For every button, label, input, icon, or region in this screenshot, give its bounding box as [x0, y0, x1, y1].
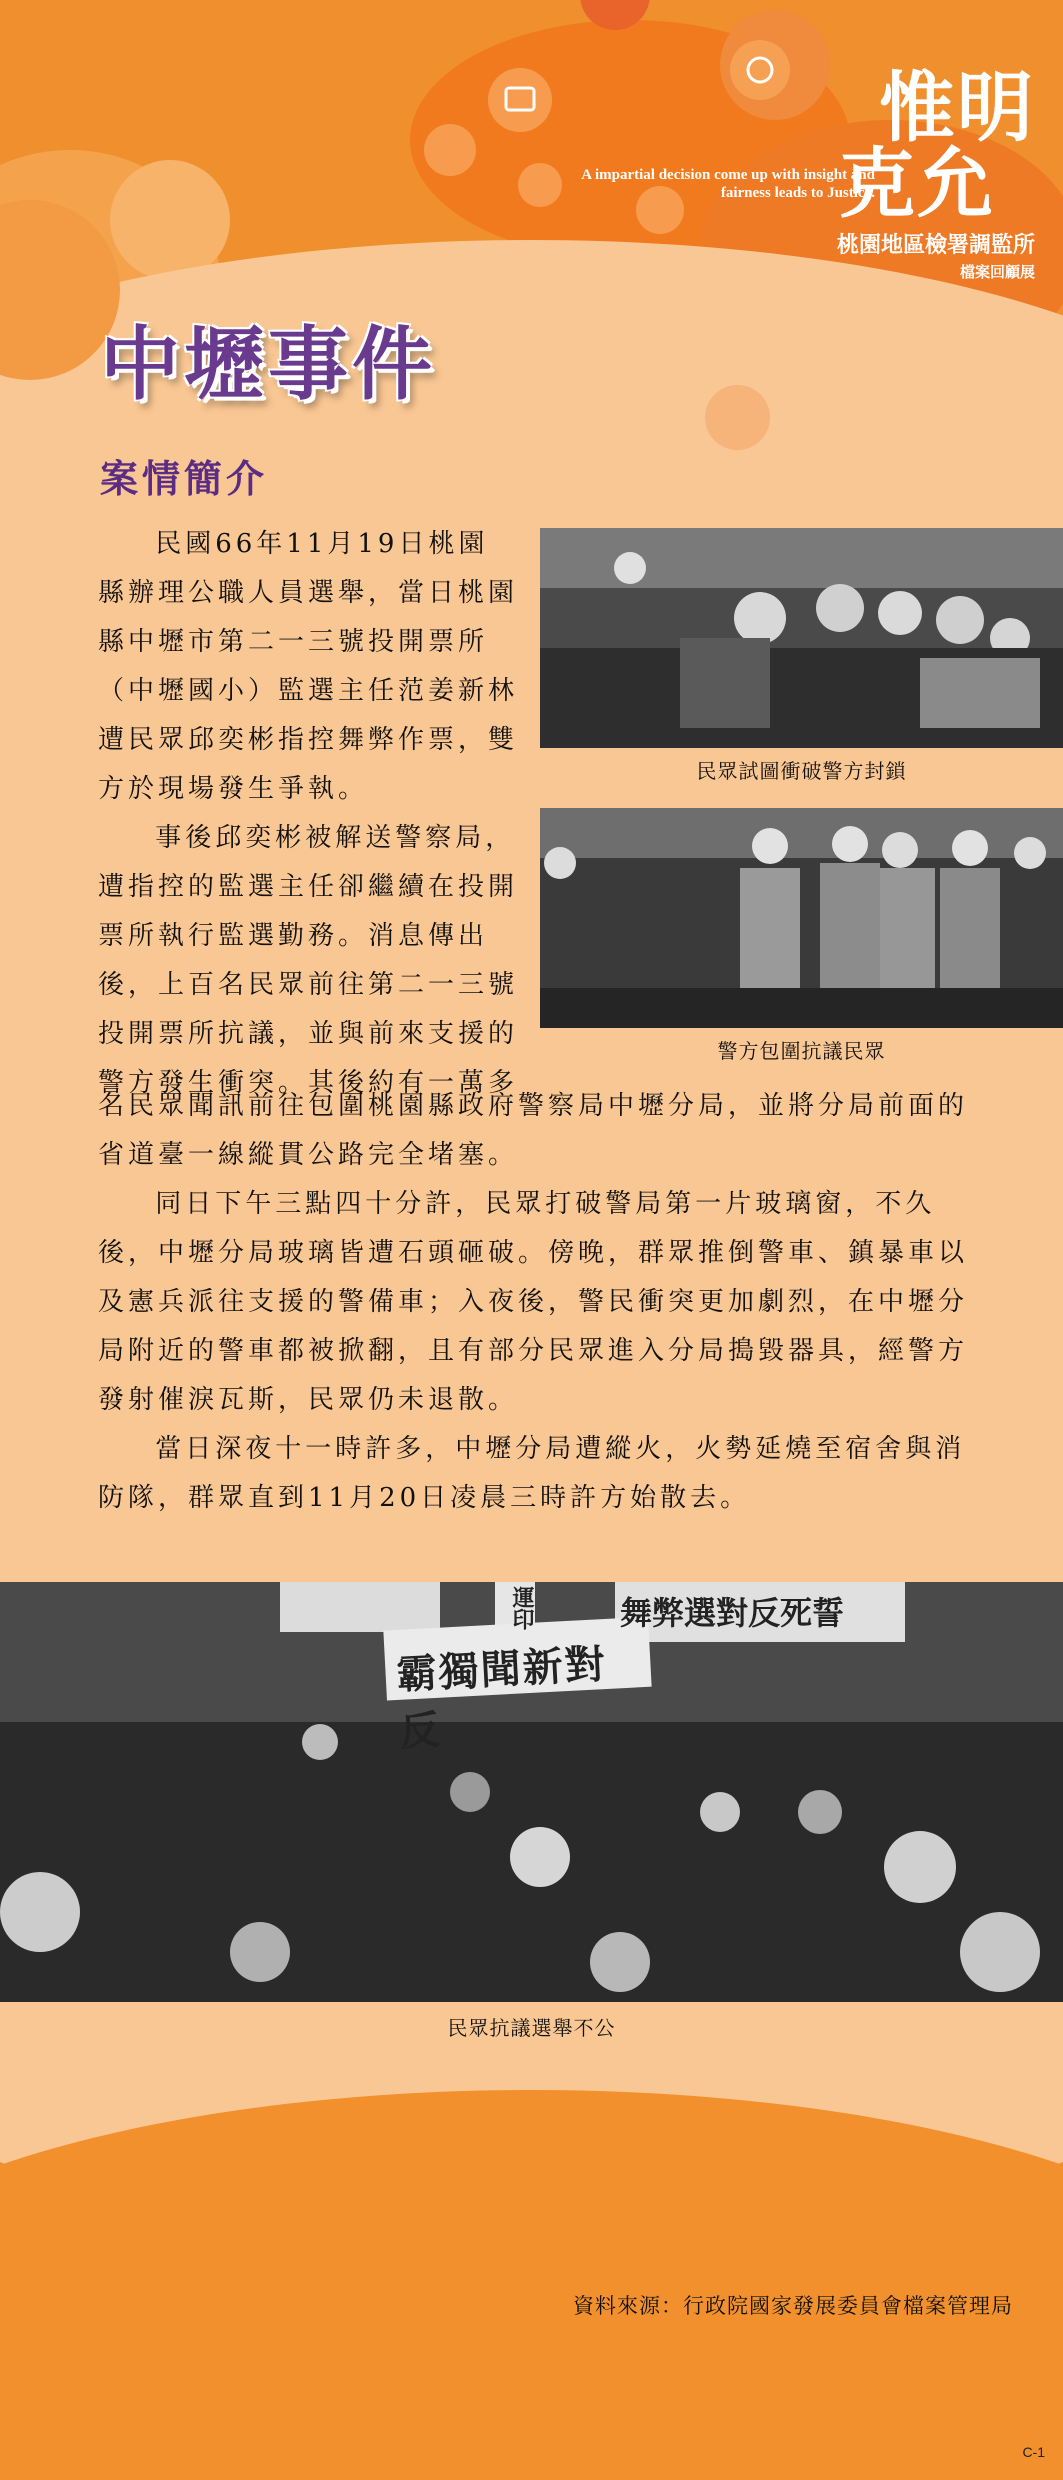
brand-title: [837, 63, 1035, 228]
banner-text: 霸獨聞新對反: [395, 1640, 608, 1756]
paragraph: 事後邱奕彬被解送警察局，遭指控的監選主任卻繼續在投開票所執行監選勤務。消息傳出後，上百名民眾前往第二一三號投開票所抗議，並與前來支援的警方發生衝突。其後約有一萬多: [98, 823, 519, 1098]
photo-image: [540, 528, 1063, 748]
banner-text: 舞弊選對反死誓: [620, 1594, 845, 1632]
paragraph: 民國66年11月19日桃園縣辦理公職人員選舉，當日桃園縣中壢市第二一三號投開票所（中壢國小）監選主任范姜新林遭民眾邱奕彬指控舞弊作票，雙方於現場發生爭執。: [98, 529, 519, 804]
paragraph: 當日深夜十一時許多，中壢分局遭縱火，火勢延燒至宿舍與消防隊，群眾直到11月20日凌晨三時許方始散去。: [98, 1434, 966, 1513]
header-icons: [420, 40, 800, 260]
banner-text: 運印: [509, 1586, 535, 1630]
decor-blob: [705, 385, 770, 450]
photo-police-surround: [540, 808, 1063, 1028]
section-subtitle: 案情簡介: [100, 456, 269, 501]
motto-text: A impartial decision come up with insight and fairness leads to Justice.: [581, 167, 875, 201]
photo-image: [540, 808, 1063, 1028]
photo2-caption: 警方包圍抗議民眾: [717, 1039, 886, 1063]
brand-line2: 克允: [839, 139, 995, 228]
photo-police-blockade: [540, 528, 1063, 748]
page-title: 中壢事件: [100, 317, 436, 411]
brand-line1: 惟明: [879, 63, 1035, 152]
photo3-caption: 民眾抗議選舉不公: [447, 2016, 616, 2040]
paragraph: 名民眾聞訊前往包圍桃園縣政府警察局中壢分局，並將分局前面的省道臺一線縱貫公路完全堵塞。: [98, 1091, 969, 1170]
paragraph: 同日下午三點四十分許，民眾打破警局第一片玻璃窗，不久後，中壢分局玻璃皆遭石頭砸破。傍晚，群眾推倒警車、鎮暴車以及憲兵派往支援的警備車；入夜後，警民衝突更加劇烈，在中壢分局附近的警車都被掀翻，且有部分民眾進入分局搗毀器具，經警方發射催淚瓦斯，民眾仍未退散。: [98, 1189, 969, 1415]
photo-crowd-protest: [0, 1582, 1063, 2002]
source-credit: 資料來源：行政院國家發展委員會檔案管理局: [573, 2294, 1013, 2318]
intro-text-full: [98, 1082, 978, 1523]
exhibit-name: 檔案回顧展: [959, 263, 1035, 281]
page-number: C-1: [1022, 2444, 1045, 2460]
decor-blob: [110, 160, 230, 280]
org-name: 桃園地區檢署調監所: [836, 233, 1035, 258]
intro-text-column: [98, 520, 518, 1108]
decor-wave: [0, 2090, 1063, 2480]
photo1-caption: 民眾試圖衝破警方封鎖: [696, 759, 907, 783]
brand-logo: [836, 63, 1035, 282]
